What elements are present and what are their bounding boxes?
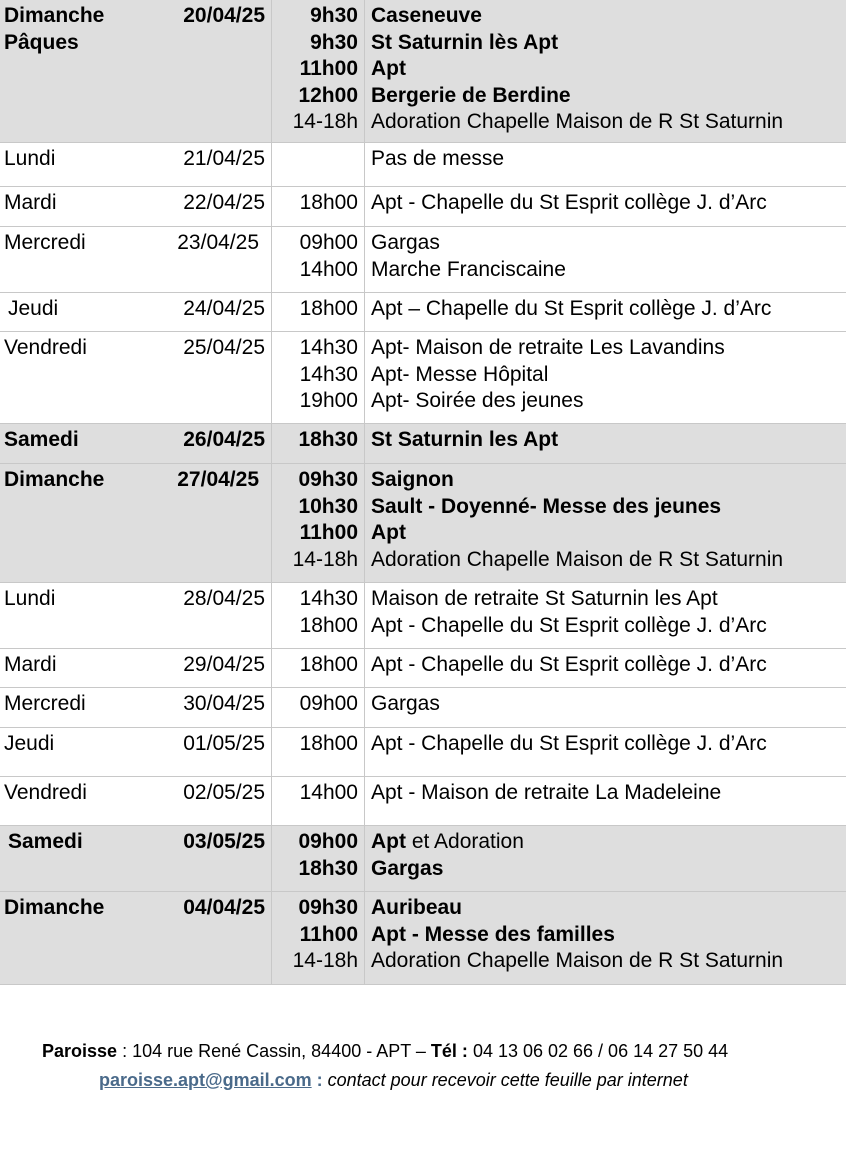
place-name: Adoration Chapelle Maison de R St Saturnin	[371, 110, 784, 133]
schedule-row	[0, 583, 846, 649]
place-name: Marche Franciscaine	[371, 257, 566, 281]
place-name: St Saturnin lès Apt	[371, 30, 559, 54]
place-name: Apt - Chapelle du St Esprit collège J. d’Arc	[371, 613, 767, 637]
email-link[interactable]: paroisse.apt@gmail.com	[99, 1070, 312, 1090]
schedule-row	[0, 227, 846, 293]
mass-place	[371, 467, 846, 494]
date-cell: 28/04/25	[172, 583, 272, 648]
schedule-row	[0, 332, 846, 424]
mass-time: 14h30	[299, 362, 358, 386]
day-cell	[0, 777, 172, 825]
day-name: Dimanche	[4, 468, 105, 491]
schedule-row	[0, 649, 846, 688]
times-cell	[272, 583, 365, 648]
phone-numbers: 04 13 06 02 66 / 06 14 27 50 44	[467, 1041, 729, 1061]
place-name: Gargas	[371, 231, 440, 254]
day-cell	[0, 227, 172, 292]
day-cell	[0, 424, 172, 463]
mass-place	[371, 362, 846, 389]
day-name: Vendredi	[4, 781, 87, 804]
day-name: Dimanche	[4, 896, 105, 919]
mass-time: 18h30	[298, 856, 358, 880]
day-subtitle: Pâques	[4, 30, 79, 54]
schedule-row	[0, 688, 846, 728]
times-cell	[272, 826, 365, 891]
mass-time: 18h00	[299, 191, 358, 214]
mass-place	[371, 613, 846, 640]
schedule-row	[0, 424, 846, 464]
day-cell	[0, 332, 172, 423]
date-cell: 01/05/25	[172, 728, 272, 776]
mass-place	[371, 30, 846, 57]
place-name: Maison de retraite St Saturnin les Apt	[371, 587, 718, 610]
schedule-row	[0, 464, 846, 583]
mass-time: 14-18h	[292, 949, 358, 972]
schedule-row	[0, 143, 846, 187]
place-name: Saignon	[371, 468, 454, 491]
day-cell	[0, 464, 172, 582]
mass-place	[371, 829, 846, 856]
times-cell	[272, 728, 365, 776]
place-name: Caseneuve	[371, 4, 482, 27]
address-text: : 104 rue René Cassin, 84400 - APT –	[117, 1041, 431, 1061]
date-cell: 20/04/25	[172, 0, 272, 142]
date-cell: 02/05/25	[172, 777, 272, 825]
mass-place	[371, 257, 846, 284]
place-name: St Saturnin les Apt	[371, 428, 559, 451]
place-name: Apt- Soirée des jeunes	[371, 389, 584, 412]
mass-place	[371, 856, 846, 883]
place-name: Auribeau	[371, 896, 463, 919]
times-cell	[272, 688, 365, 727]
place-name: Sault - Doyenné- Messe des jeunes	[371, 494, 722, 518]
footer-address-line	[42, 1041, 728, 1062]
mass-time: 09h30	[298, 896, 358, 919]
places-cell	[365, 464, 846, 582]
date-cell: 22/04/25	[172, 187, 272, 226]
day-name: Samedi	[8, 830, 83, 853]
times-cell	[272, 892, 365, 984]
mass-time: 9h30	[310, 30, 358, 54]
schedule-row	[0, 728, 846, 777]
day-cell	[0, 293, 172, 331]
places-cell	[365, 143, 846, 186]
place-name: Apt	[371, 57, 406, 80]
times-cell	[272, 143, 365, 186]
times-cell	[272, 227, 365, 292]
place-name: Apt - Chapelle du St Esprit collège J. d’Arc	[371, 732, 767, 755]
mass-place	[371, 586, 846, 613]
times-cell	[272, 777, 365, 825]
schedule-row	[0, 0, 846, 143]
date-cell: 26/04/25	[172, 424, 272, 463]
mass-place	[371, 230, 846, 257]
mass-place	[371, 494, 846, 521]
place-name: Apt - Chapelle du St Esprit collège J. d’Arc	[371, 653, 767, 676]
day-name: Mercredi	[4, 692, 86, 715]
place-name: Bergerie de Berdine	[371, 83, 571, 107]
mass-time: 18h00	[299, 732, 358, 755]
day-cell	[0, 728, 172, 776]
contact-text: contact pour recevoir cette feuille par internet	[327, 1070, 688, 1090]
paroisse-label: Paroisse	[42, 1041, 118, 1061]
mass-time: 18h00	[299, 653, 358, 676]
place-name: Pas de messe	[371, 147, 505, 170]
mass-place	[371, 691, 846, 718]
times-cell	[272, 424, 365, 463]
day-cell	[0, 826, 172, 891]
places-cell	[365, 332, 846, 423]
mass-place	[371, 3, 846, 30]
mass-place	[371, 335, 846, 362]
mass-place	[371, 190, 846, 217]
times-cell	[272, 0, 365, 142]
mass-place	[371, 56, 846, 83]
date-cell: 23/04/25	[172, 227, 272, 292]
mass-place	[371, 652, 846, 679]
date-cell: 21/04/25	[172, 143, 272, 186]
times-cell	[272, 464, 365, 582]
date-cell: 03/05/25	[172, 826, 272, 891]
day-cell	[0, 0, 172, 142]
places-cell	[365, 826, 846, 891]
places-cell	[365, 649, 846, 687]
times-cell	[272, 293, 365, 331]
day-name: Lundi	[4, 587, 56, 610]
place-name: Apt- Messe Hôpital	[371, 362, 549, 386]
day-name: Jeudi	[8, 297, 59, 320]
place-name: Adoration Chapelle Maison de R St Saturnin	[371, 547, 784, 571]
mass-time: 09h00	[298, 830, 358, 853]
mass-place	[371, 388, 846, 415]
day-name: Mercredi	[4, 231, 86, 254]
day-name: Samedi	[4, 428, 79, 451]
schedule-row	[0, 892, 846, 985]
day-name: Vendredi	[4, 336, 87, 359]
place-name: Apt	[371, 521, 406, 544]
mass-place	[371, 895, 846, 922]
mass-time: 11h00	[299, 521, 358, 544]
mass-time: 19h00	[299, 389, 358, 412]
mass-time: 18h30	[298, 428, 358, 451]
mass-time: 09h00	[299, 692, 358, 715]
mass-place	[371, 922, 846, 949]
date-cell: 29/04/25	[172, 649, 272, 687]
mass-time: 11h00	[299, 57, 358, 80]
mass-time: 14-18h	[292, 110, 358, 133]
day-name: Mardi	[4, 653, 57, 676]
mass-time: 18h00	[299, 613, 358, 637]
day-name: Dimanche	[4, 4, 105, 27]
place-name: Apt - Messe des familles	[371, 922, 615, 946]
day-name: Lundi	[4, 147, 56, 170]
mass-place	[371, 296, 846, 323]
places-cell	[365, 777, 846, 825]
day-name: Jeudi	[4, 732, 55, 755]
schedule-row	[0, 826, 846, 892]
place-name: Apt - Maison de retraite La Madeleine	[371, 781, 722, 804]
date-cell: 30/04/25	[172, 688, 272, 727]
date-cell: 27/04/25	[172, 464, 272, 582]
place-name: Adoration Chapelle Maison de R St Saturnin	[371, 949, 784, 972]
mass-time: 14h00	[299, 257, 358, 281]
places-cell	[365, 583, 846, 648]
footer-contact-line	[99, 1070, 688, 1091]
date-cell: 04/04/25	[172, 892, 272, 984]
schedule-row	[0, 187, 846, 227]
places-cell	[365, 688, 846, 727]
place-name: Gargas	[371, 692, 440, 715]
place-name: Apt – Chapelle du St Esprit collège J. d’Arc	[371, 297, 772, 320]
mass-time: 10h30	[298, 494, 358, 518]
mass-place	[371, 520, 846, 547]
places-cell	[365, 187, 846, 226]
mass-place	[371, 427, 846, 454]
mass-place	[371, 948, 846, 975]
email-separator: :	[311, 1070, 328, 1090]
day-cell	[0, 892, 172, 984]
place-name: Apt- Maison de retraite Les Lavandins	[371, 336, 725, 359]
day-cell	[0, 649, 172, 687]
day-name: Mardi	[4, 191, 57, 214]
date-cell: 25/04/25	[172, 332, 272, 423]
mass-time: 11h00	[299, 922, 358, 946]
mass-time: 14h00	[299, 781, 358, 804]
mass-time: 18h00	[299, 297, 358, 320]
times-cell	[272, 187, 365, 226]
day-cell	[0, 583, 172, 648]
place-name: Gargas	[371, 856, 444, 880]
mass-time: 14-18h	[292, 547, 358, 571]
places-cell	[365, 424, 846, 463]
mass-place	[371, 109, 846, 136]
date-cell: 24/04/25	[172, 293, 272, 331]
mass-place	[371, 146, 846, 173]
times-cell	[272, 332, 365, 423]
day-cell	[0, 688, 172, 727]
places-cell	[365, 0, 846, 142]
schedule-row	[0, 777, 846, 826]
mass-time: 14h30	[299, 336, 358, 359]
tel-label: Tél :	[430, 1041, 468, 1061]
mass-time: 09h00	[299, 231, 358, 254]
place-suffix: et Adoration	[406, 830, 524, 853]
mass-time: 12h00	[298, 83, 358, 107]
mass-place	[371, 731, 846, 758]
places-cell	[365, 227, 846, 292]
places-cell	[365, 293, 846, 331]
mass-time: 14h30	[299, 587, 358, 610]
place-name: Apt - Chapelle du St Esprit collège J. d’Arc	[371, 191, 767, 214]
mass-time: 09h30	[298, 468, 358, 491]
place-name: Apt	[371, 830, 406, 853]
mass-time: 9h30	[310, 4, 358, 27]
mass-place	[371, 780, 846, 807]
day-cell	[0, 187, 172, 226]
mass-time	[272, 146, 358, 173]
times-cell	[272, 649, 365, 687]
schedule-row	[0, 293, 846, 332]
mass-place	[371, 547, 846, 574]
places-cell	[365, 892, 846, 984]
places-cell	[365, 728, 846, 776]
mass-place	[371, 83, 846, 110]
day-cell	[0, 143, 172, 186]
